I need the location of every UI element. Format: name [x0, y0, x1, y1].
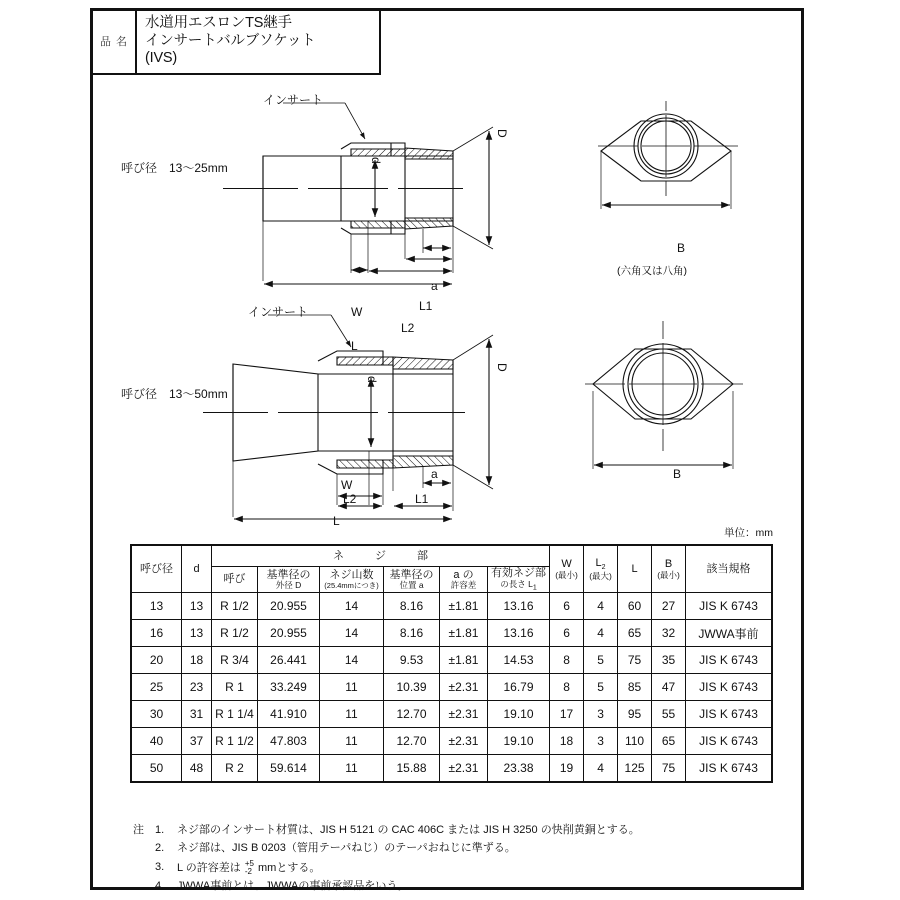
- table-cell-tol_a: ±1.81: [440, 620, 488, 647]
- tolerance-fraction: [245, 860, 254, 876]
- table-row: [132, 593, 772, 620]
- table-cell-eff_L1: 23.38: [488, 755, 550, 782]
- table-cell-threads: 11: [320, 701, 384, 728]
- table-cell-eff_L1: 16.79: [488, 674, 550, 701]
- table-cell-standard: JIS K 6743: [686, 755, 772, 782]
- table-cell-od_D: 26.441: [258, 647, 320, 674]
- title-block-label: 品 名: [93, 11, 137, 73]
- note-number: 4.: [155, 880, 165, 893]
- lower-dim-L2: L2: [343, 492, 357, 506]
- lower-dim-L: L: [333, 514, 340, 528]
- table-cell-pos_a: 12.70: [384, 728, 440, 755]
- unit-note: 単位：mm: [724, 527, 773, 539]
- table-cell-nominal: 30: [132, 701, 182, 728]
- table-cell-thread_name: R 1 1/2: [212, 728, 258, 755]
- table-cell-W: 8: [550, 647, 584, 674]
- table-cell-standard: JIS K 6743: [686, 701, 772, 728]
- drawing-sheet: [90, 8, 804, 893]
- th-L2: [584, 546, 618, 593]
- table-cell-d: 13: [182, 620, 212, 647]
- th-threads-sub: (25.4mmにつき): [324, 580, 379, 590]
- table-row: [132, 647, 772, 674]
- th-pos-a: [384, 567, 440, 593]
- lower-dim-L1: L1: [415, 492, 429, 506]
- table-cell-tol_a: ±2.31: [440, 728, 488, 755]
- upper-dim-L1: L1: [419, 299, 433, 313]
- th-tol-a-sub: 許容差: [450, 580, 477, 591]
- table-cell-B: 32: [652, 620, 686, 647]
- table-cell-nominal: 25: [132, 674, 182, 701]
- table-cell-L2: 5: [584, 674, 618, 701]
- th-pos-a-sub: 位置 a: [399, 580, 424, 591]
- title-block-text: [137, 11, 379, 73]
- table-cell-L2: 5: [584, 647, 618, 674]
- table-cell-eff_L1: 14.53: [488, 647, 550, 674]
- table-cell-W: 6: [550, 620, 584, 647]
- th-B: [652, 546, 686, 593]
- note-number: 1.: [155, 824, 165, 836]
- upper-insert-label: インサート: [263, 93, 324, 107]
- table-row: [132, 701, 772, 728]
- th-W-sub: (最小): [555, 569, 578, 580]
- table-cell-d: 18: [182, 647, 212, 674]
- tolerance-upper: +5: [244, 858, 254, 868]
- table-cell-pos_a: 9.53: [384, 647, 440, 674]
- th-L2-sub: (最大): [589, 570, 612, 581]
- upper-dim-a: a: [431, 279, 438, 293]
- table-cell-pos_a: 15.88: [384, 755, 440, 782]
- th-eff-L1: [488, 567, 550, 593]
- table-cell-L2: 3: [584, 701, 618, 728]
- note-row: [133, 879, 753, 894]
- note-row: [133, 823, 753, 838]
- table-cell-thread_name: R 2: [212, 755, 258, 782]
- table-cell-nominal: 16: [132, 620, 182, 647]
- table-cell-nominal: 40: [132, 728, 182, 755]
- footnotes: [133, 823, 753, 898]
- table-cell-nominal: 20: [132, 647, 182, 674]
- th-pos-a-label: 基準径の: [389, 568, 434, 581]
- table-cell-thread_name: R 1 1/4: [212, 701, 258, 728]
- upper-assembly-drawing: [93, 81, 807, 296]
- th-eff-L1-sub: の長さ $L_1$: [500, 578, 537, 592]
- lower-dim-d: d: [365, 376, 379, 383]
- table-row: [132, 728, 772, 755]
- lower-insert-label: インサート: [248, 305, 309, 319]
- lower-assembly-drawing: [93, 299, 807, 529]
- table-cell-standard: JIS K 6743: [686, 674, 772, 701]
- table-cell-pos_a: 12.70: [384, 701, 440, 728]
- note-text: ネジ部は、JIS B 0203（管用テーパねじ）のテーパおねじに準ずる。: [177, 842, 516, 855]
- table-cell-pos_a: 10.39: [384, 674, 440, 701]
- th-W-label: W: [561, 558, 572, 571]
- table-cell-W: 18: [550, 728, 584, 755]
- table-cell-od_D: 59.614: [258, 755, 320, 782]
- product-title-line-2: インサートバルブソケット: [145, 32, 316, 49]
- table-cell-od_D: 47.803: [258, 728, 320, 755]
- table-cell-W: 8: [550, 674, 584, 701]
- table-cell-W: 6: [550, 593, 584, 620]
- th-nominal: 呼び径: [132, 546, 182, 593]
- th-B-label: B: [664, 558, 673, 571]
- note-text-after: mmとする。: [258, 861, 321, 874]
- note-number: 3.: [155, 860, 165, 873]
- th-tol-a: [440, 567, 488, 593]
- table-row: [132, 674, 772, 701]
- th-eff-L1-label: 有効ネジ部: [491, 567, 547, 579]
- table-cell-eff_L1: 13.16: [488, 620, 550, 647]
- table-cell-tol_a: ±2.31: [440, 674, 488, 701]
- th-od-sub: 外径 D: [275, 580, 302, 591]
- upper-hex-dim-B: B: [677, 241, 686, 255]
- table-cell-nominal: 50: [132, 755, 182, 782]
- table-cell-L: 60: [618, 593, 652, 620]
- table-cell-W: 19: [550, 755, 584, 782]
- table-cell-L2: 4: [584, 620, 618, 647]
- table-cell-tol_a: ±1.81: [440, 647, 488, 674]
- th-d: d: [182, 546, 212, 593]
- table-cell-L2: 4: [584, 755, 618, 782]
- table-cell-nominal: 13: [132, 593, 182, 620]
- table-cell-B: 35: [652, 647, 686, 674]
- th-threads-label: ネジ山数: [329, 569, 374, 582]
- table-cell-od_D: 20.955: [258, 593, 320, 620]
- table-cell-tol_a: ±2.31: [440, 701, 488, 728]
- table-cell-B: 65: [652, 728, 686, 755]
- th-L2-label: $L_2$: [595, 556, 606, 571]
- table-cell-d: 37: [182, 728, 212, 755]
- note-row: [133, 841, 753, 856]
- table-cell-standard: JWWA事前: [686, 620, 772, 647]
- table-cell-B: 55: [652, 701, 686, 728]
- table-cell-od_D: 33.249: [258, 674, 320, 701]
- table-cell-L: 65: [618, 620, 652, 647]
- note-text: JWWA事前とは、JWWAの事前承認品をいう。: [177, 880, 409, 893]
- table-cell-pos_a: 8.16: [384, 620, 440, 647]
- th-threads: [320, 567, 384, 593]
- upper-nominal-size-label: 呼び径 13〜25mm: [121, 161, 228, 175]
- notes-heading: 注: [133, 824, 144, 836]
- table-cell-L2: 3: [584, 728, 618, 755]
- table-cell-pos_a: 8.16: [384, 593, 440, 620]
- table-cell-L: 110: [618, 728, 652, 755]
- table-cell-thread_name: R 1/2: [212, 593, 258, 620]
- table-cell-thread_name: R 3/4: [212, 647, 258, 674]
- th-W: [550, 546, 584, 593]
- table-cell-threads: 11: [320, 674, 384, 701]
- table-cell-B: 47: [652, 674, 686, 701]
- note-number: 2.: [155, 842, 165, 855]
- upper-dim-L2: L2: [401, 321, 415, 335]
- th-B-sub: (最小): [657, 569, 680, 580]
- th-od: [258, 567, 320, 593]
- table-cell-B: 27: [652, 593, 686, 620]
- note-text: [177, 860, 753, 876]
- table-cell-L2: 4: [584, 593, 618, 620]
- note-text-before: L の許容差は: [177, 861, 241, 874]
- table-cell-thread_name: R 1: [212, 674, 258, 701]
- upper-dim-D: D: [495, 129, 509, 138]
- table-cell-tol_a: ±1.81: [440, 593, 488, 620]
- table-cell-threads: 14: [320, 647, 384, 674]
- table-cell-L: 125: [618, 755, 652, 782]
- product-title-line-1: 水道用エスロンTS継手: [145, 15, 292, 31]
- title-block: [93, 11, 381, 75]
- th-thread-name: 呼び: [212, 567, 258, 593]
- upper-dim-W: W: [351, 305, 363, 319]
- table-cell-od_D: 20.955: [258, 620, 320, 647]
- note-text: ネジ部のインサート材質は、JIS H 5121 の CAC 406C または JIS H 3250 の快削黄銅とする。: [177, 824, 640, 836]
- table-cell-standard: JIS K 6743: [686, 593, 772, 620]
- table-cell-eff_L1: 19.10: [488, 728, 550, 755]
- table-cell-eff_L1: 13.16: [488, 593, 550, 620]
- upper-hex-caption: (六角又は八角): [617, 265, 687, 277]
- lower-hex-dim-B: B: [673, 467, 682, 481]
- table-cell-B: 75: [652, 755, 686, 782]
- th-od-label: 基準径の: [266, 568, 311, 581]
- table-cell-threads: 14: [320, 593, 384, 620]
- table-cell-L: 75: [618, 647, 652, 674]
- table-cell-thread_name: R 1/2: [212, 620, 258, 647]
- upper-dim-L: L: [351, 339, 358, 353]
- table-body: [132, 593, 772, 782]
- lower-dim-D: D: [495, 363, 509, 372]
- upper-dim-d: d: [369, 157, 383, 164]
- table-cell-tol_a: ±2.31: [440, 755, 488, 782]
- table-cell-od_D: 41.910: [258, 701, 320, 728]
- product-title-line-3: (IVS): [145, 50, 178, 67]
- table-cell-standard: JIS K 6743: [686, 647, 772, 674]
- table-header-group-row: [132, 546, 772, 567]
- table-cell-W: 17: [550, 701, 584, 728]
- lower-dim-a: a: [431, 467, 438, 481]
- table-row: [132, 620, 772, 647]
- th-standard: 該当規格: [686, 546, 772, 593]
- table-cell-L: 85: [618, 674, 652, 701]
- table-cell-standard: JIS K 6743: [686, 728, 772, 755]
- lower-dim-W: W: [341, 478, 353, 492]
- table-cell-d: 31: [182, 701, 212, 728]
- table-cell-threads: 11: [320, 728, 384, 755]
- table-cell-d: 48: [182, 755, 212, 782]
- note-row: [133, 860, 753, 876]
- th-tol-a-label: a の: [453, 568, 474, 581]
- tolerance-lower: -2: [244, 866, 252, 876]
- specification-table: [131, 545, 772, 782]
- table-cell-threads: 11: [320, 755, 384, 782]
- table-cell-d: 13: [182, 593, 212, 620]
- table-cell-L: 95: [618, 701, 652, 728]
- th-L: L: [618, 546, 652, 593]
- table-row: [132, 755, 772, 782]
- th-thread-group: ネ ジ 部: [212, 546, 550, 567]
- lower-nominal-size-label: 呼び径 13〜50mm: [121, 387, 228, 401]
- table-cell-threads: 14: [320, 620, 384, 647]
- table-cell-eff_L1: 19.10: [488, 701, 550, 728]
- table-cell-d: 23: [182, 674, 212, 701]
